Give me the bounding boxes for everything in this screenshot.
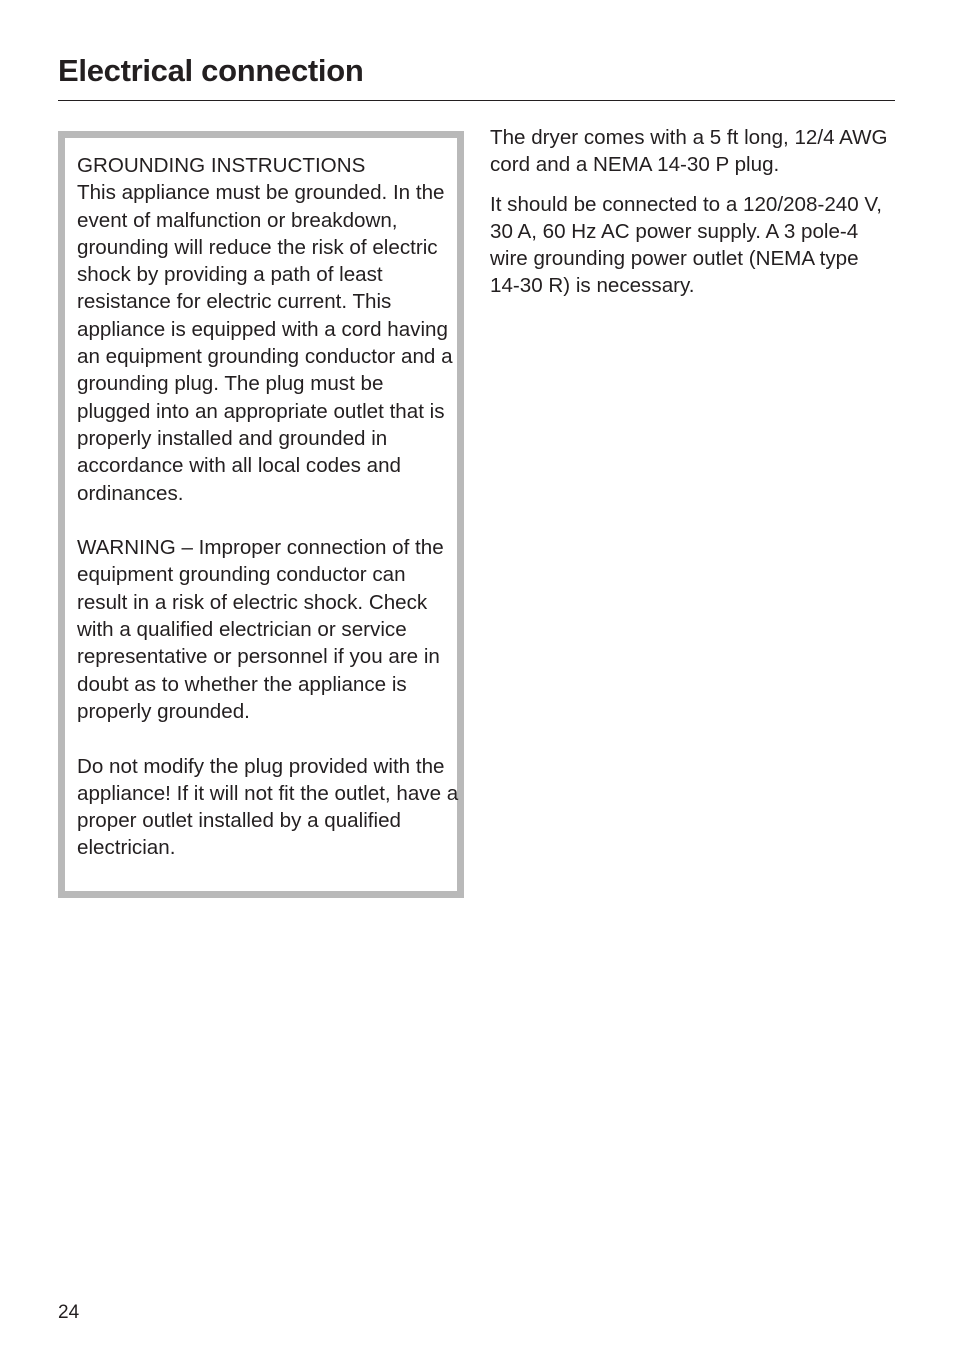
grounding-paragraph — [77, 152, 461, 507]
page-title: Electrical connection — [58, 53, 364, 88]
warning-paragraph: WARNING – Improper connection of the equipment grounding conductor can result in a risk of electric shock. Check with a qualified electrician or service representative or personnel if you are in doubt as to whether the appliance is properly grounded. — [77, 536, 444, 723]
grounding-instructions-content — [77, 152, 461, 862]
cord-paragraph: The dryer comes with a 5 ft long, 12/4 AWG cord and a NEMA 14-30 P plug. — [490, 126, 888, 177]
title-divider — [58, 100, 895, 101]
grounding-text: This appliance must be grounded. In the event of malfunction or breakdown, grounding will reduce the risk of electric shock by providing a path of least resistance for electric current. This appliance is equipped with a cord having an equipment grounding conductor and a grounding plug. The plug must be plugged into an appropriate outlet that is properly installed and grounded in accordance with all local codes and ordinances. — [77, 181, 453, 505]
grounding-heading: GROUNDING INSTRUCTIONS — [77, 154, 366, 177]
page-number: 24 — [58, 1302, 80, 1323]
grounding-instructions-box — [58, 131, 464, 898]
connection-details-column — [490, 124, 890, 312]
power-supply-paragraph: It should be connected to a 120/208-240 V, 30 A, 60 Hz AC power supply. A 3 pole-4 wire grounding power outlet (NEMA type 14-30 R) is necessary. — [490, 192, 882, 298]
plug-paragraph: Do not modify the plug provided with the appliance! If it will not fit the outlet, have a proper outlet installed by a qualified electrician. — [77, 754, 459, 860]
